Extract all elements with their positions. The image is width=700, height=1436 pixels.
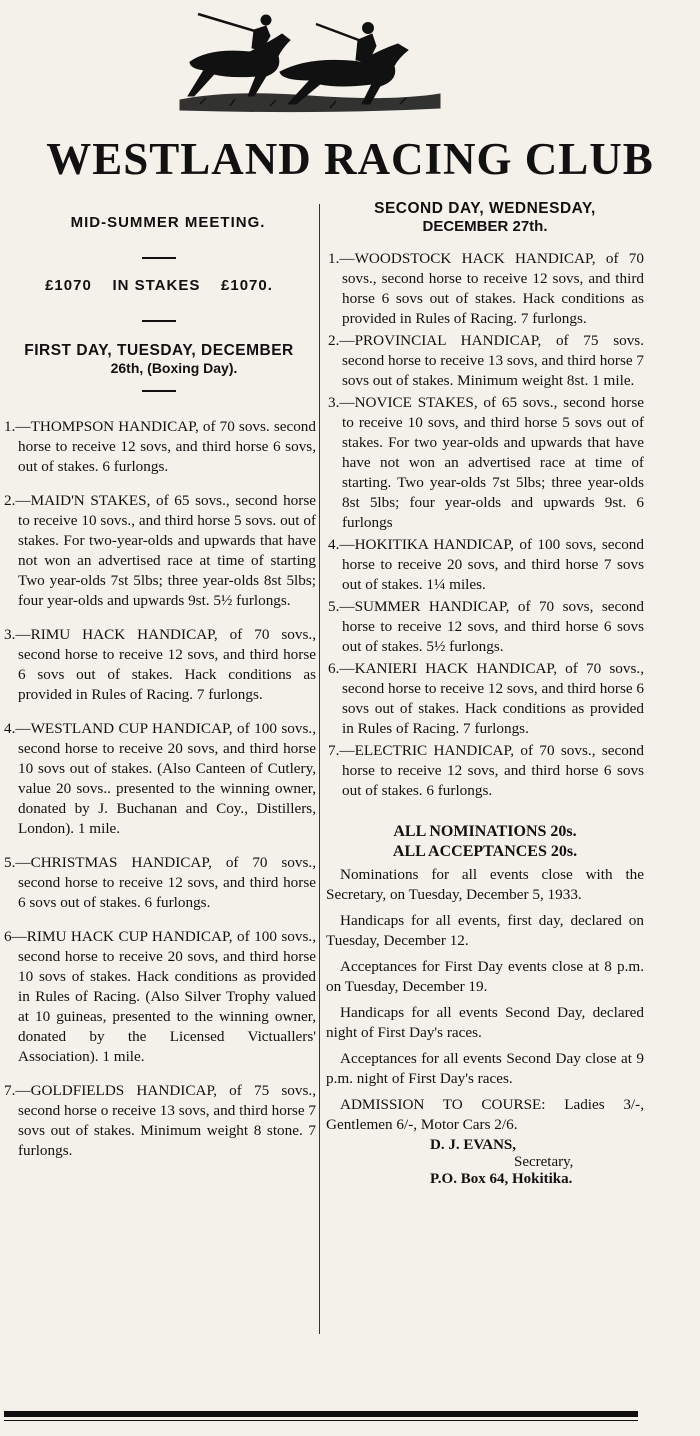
race-entry: 1.—WOODSTOCK HACK HANDICAP, of 70 sovs., second horse to receive 12 sovs, and third horse 6 sovs out of stakes. Hack conditions as provided in Rules of Racing. 7 furlongs. <box>328 250 644 327</box>
left-column <box>2 214 316 1161</box>
second-day-heading: SECOND DAY, WEDNESDAY, <box>374 200 596 217</box>
acceptances-heading: ALL ACCEPTANCES 20s. <box>392 843 578 860</box>
race-entry: 7.—GOLDFIELDS HANDICAP, of 75 sovs., second horse o receive 13 sovs, and third horse 7 sovs out of stakes. Minimum weight 8 stone. 7 furlongs. <box>4 1082 316 1159</box>
divider <box>142 390 176 392</box>
second-day-subheading: DECEMBER 27th. <box>422 218 548 235</box>
nominations-heading: ALL NOMINATIONS 20s. <box>393 823 577 840</box>
race-entry: 6—RIMU HACK CUP HANDICAP, of 100 sovs., second horse to receive 20 sovs, and third horse 10 sovs of stakes. Hack conditions as provided in Rules of Racing. (Also Silver Trophy valued at 10 guineas, presented to the winning owner, donated by the Licensed Victuallers' Association). 1 mile. <box>4 928 316 1065</box>
notice-paragraph: Handicaps for all events Second Day, declared night of First Day's races. <box>326 1004 644 1041</box>
first-day-heading: FIRST DAY, TUESDAY, DECEMBER <box>24 342 294 359</box>
right-column <box>326 200 644 1188</box>
race-entry: 4.—HOKITIKA HANDICAP, of 100 sovs, second horse to receive 20 sovs, and third horse 7 sovs out of stakes. 1¼ miles. <box>328 536 644 593</box>
race-entry: 6.—KANIERI HACK HANDICAP, of 70 sovs., second horse to receive 12 sovs, and third horse 6 sovs out of stakes. Hack conditions as provided in Rules of Racing. 7 furlongs. <box>328 660 644 737</box>
admission-notice: ADMISSION TO COURSE: Ladies 3/-, Gentlemen 6/-, Motor Cars 2/6. <box>326 1096 644 1133</box>
race-entry: 5.—SUMMER HANDICAP, of 70 sovs, second horse to receive 12 sovs, and third horse 6 sovs out of stakes. 5½ furlongs. <box>328 598 644 655</box>
signature-role: Secretary, <box>514 1154 574 1170</box>
race-entry: 2.—PROVINCIAL HANDICAP, of 75 sovs. second horse to receive 13 sovs, and third horse 7 sovs out of stakes. Minimum weight 8st. 1 mile. <box>328 332 644 389</box>
race-entry: 5.—CHRISTMAS HANDICAP, of 70 sovs., second horse to receive 12 sovs, and third horse 6 sovs out of stakes. 6 furlongs. <box>4 854 316 911</box>
bottom-rule-thin <box>4 1420 638 1421</box>
first-day-subheading: 26th, (Boxing Day). <box>110 360 238 376</box>
notice-paragraph: Handicaps for all events, first day, declared on Tuesday, December 12. <box>326 912 644 949</box>
notice-paragraph: Nominations for all events close with the Secretary, on Tuesday, December 5, 1933. <box>326 866 644 903</box>
bottom-rule <box>4 1411 638 1417</box>
signature-address: P.O. Box 64, Hokitika. <box>430 1171 573 1187</box>
divider <box>142 257 176 259</box>
racing-horses-logo-icon <box>170 4 450 116</box>
race-entry: 1.—THOMPSON HANDICAP, of 70 sovs. second horse to receive 12 sovs, and third horse 6 sovs, out of stakes. 6 furlongs. <box>4 418 316 475</box>
race-entry: 3.—RIMU HACK HANDICAP, of 70 sovs., second horse to receive 12 sovs, and third horse 6 sovs out of stakes. Hack conditions as provided in Rules of Racing. 7 furlongs. <box>4 626 316 703</box>
meeting-heading: MID-SUMMER MEETING. <box>70 214 266 231</box>
race-entry: 3.—NOVICE STAKES, of 65 sovs., second horse to receive 10 sovs, and third horse 5 sovs out of stakes. For two year-olds and upwards that have have not won an advertised race at time of starting. Two year-olds 7st 5lbs; three year-olds 8st 5lbs; four year-olds and upwards 9st. 6 furlongs <box>328 394 644 531</box>
signature-name: D. J. EVANS, <box>430 1137 516 1153</box>
race-entry: 4.—WESTLAND CUP HANDICAP, of 100 sovs., second horse to receive 20 sovs, and third horse 10 sovs out of stakes. (Also Canteen of Cutlery, value 20 sovs.. presented to the winning owner, donated by J. Buchanan and Coy., Distillers, London). 1 mile. <box>4 720 316 837</box>
page-title: WESTLAND RACING CLUB <box>46 134 654 184</box>
race-entry: 2.—MAID'N STAKES, of 65 sovs., second horse to receive 10 sovs., and third horse 5 sovs. out of stakes. For two-year-olds and upwards that have not won an advertised race at time of starting Two year-olds 7st 5lbs; three year-olds 8st 5lbs; four year-olds and upwards 9st. 5½ furlongs. <box>4 492 316 609</box>
notice-paragraph: Acceptances for First Day events close at 8 p.m. on Tuesday, December 19. <box>326 958 644 995</box>
column-divider <box>319 204 320 1334</box>
notice-paragraph: Acceptances for all events Second Day close at 9 p.m. night of First Day's races. <box>326 1050 644 1087</box>
race-entry: 7.—ELECTRIC HANDICAP, of 70 sovs., second horse to receive 12 sovs, and third horse 6 sovs out of stakes. 6 furlongs. <box>328 742 644 799</box>
stakes-heading: £1070 IN STAKES £1070. <box>45 277 273 294</box>
divider <box>142 320 176 322</box>
